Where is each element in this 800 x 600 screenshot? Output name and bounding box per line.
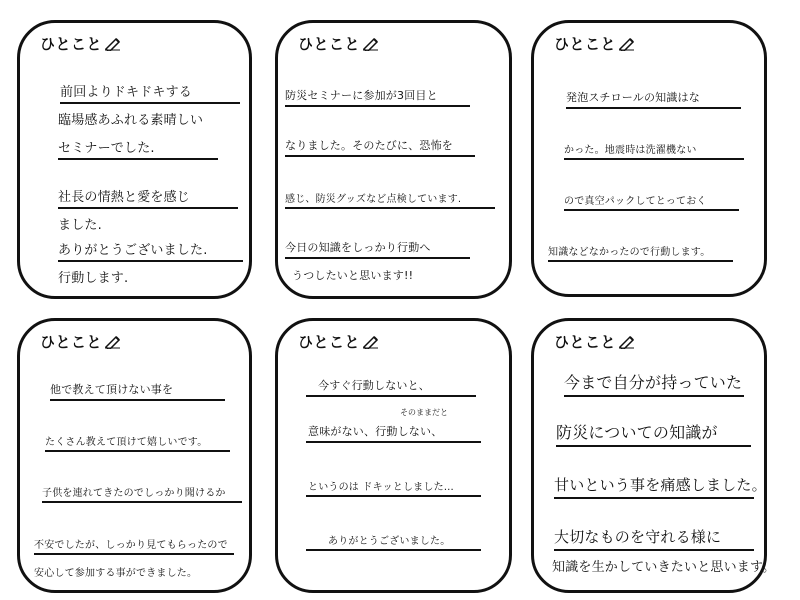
card-header-label: ひとこと — [298, 333, 361, 351]
comment-line: 知識などなかったので行動します。 — [548, 247, 711, 258]
comment-line: ました. — [58, 218, 102, 233]
comment-line: うつしたいと思います!! — [292, 269, 414, 282]
pencil-icon — [104, 37, 122, 51]
writing-line — [548, 260, 733, 262]
writing-line — [306, 549, 481, 551]
comment-card-3 — [531, 20, 767, 297]
comment-line: なりました。そのたびに、恐怖を — [285, 139, 453, 152]
comment-card-2 — [275, 20, 512, 299]
comment-line: 意味がない、行動しない、 — [308, 425, 443, 438]
pencil-icon — [362, 37, 380, 51]
card-header — [298, 331, 380, 352]
comment-line: 行動します. — [58, 271, 129, 286]
comment-line: ので真空パックしてとっておく — [564, 196, 707, 207]
writing-line — [285, 207, 495, 209]
comment-line: 今まで自分が持っていた — [564, 373, 743, 392]
comment-line: 安心して参加する事ができました。 — [34, 568, 198, 579]
card-header-label: ひとこと — [554, 333, 617, 351]
card-header-label: ひとこと — [298, 35, 361, 53]
card-header-label: ひとこと — [40, 333, 103, 351]
writing-line — [306, 495, 481, 497]
pencil-icon — [362, 335, 380, 349]
writing-line — [45, 450, 230, 452]
card-header — [40, 331, 122, 352]
handwritten-annotation: そのままだと — [400, 408, 448, 417]
writing-line — [554, 549, 754, 551]
comment-line: 子供を連れてきたのでしっかり聞けるか — [42, 488, 226, 499]
card-header — [554, 331, 636, 352]
comment-line: 社長の情熱と愛を感じ — [58, 190, 191, 205]
card-header — [298, 33, 380, 54]
comment-line: 前回よりドキドキする — [60, 85, 193, 100]
comment-line: 発泡スチロールの知識はな — [566, 91, 700, 104]
comment-card-4 — [17, 318, 252, 593]
comment-line: 今日の知識をしっかり行動へ — [285, 241, 431, 254]
writing-line — [60, 102, 240, 104]
comment-line: 大切なものを守れる様に — [554, 528, 722, 546]
writing-line — [306, 395, 476, 397]
writing-line — [285, 155, 475, 157]
writing-line — [58, 207, 238, 209]
comment-line: 不安でしたが、しっかり見てもらったので — [34, 540, 228, 551]
comment-line: 臨場感あふれる素晴しい — [58, 113, 204, 128]
writing-line — [564, 209, 739, 211]
comment-card-1 — [17, 20, 252, 299]
comment-line: 他で教えて頂けない事を — [50, 383, 174, 396]
writing-line — [285, 257, 470, 259]
writing-line — [50, 399, 225, 401]
writing-line — [285, 105, 470, 107]
pencil-icon — [618, 37, 636, 51]
writing-line — [564, 158, 744, 160]
writing-line — [34, 553, 234, 555]
writing-line — [306, 441, 481, 443]
comment-line: 甘いという事を痛感しました。 — [554, 476, 767, 494]
writing-line — [564, 395, 744, 397]
comment-line: 防災についての知識が — [556, 423, 718, 442]
comment-line: 今すぐ行動しないと、 — [318, 379, 430, 392]
pencil-icon — [104, 335, 122, 349]
comment-line: ありがとうございました. — [58, 243, 208, 258]
comment-line: 防災セミナーに参加が3回目と — [285, 89, 438, 102]
comment-card-6 — [531, 318, 776, 593]
card-header — [554, 33, 636, 54]
comment-line: 感じ、防災グッズなど点検しています. — [285, 194, 462, 205]
comment-line: たくさん教えて頂けて嬉しいです。 — [45, 437, 208, 448]
card-header — [40, 33, 122, 54]
writing-line — [58, 260, 243, 262]
comment-line: かった。地震時は洗濯機ない — [564, 145, 697, 156]
writing-line — [554, 497, 754, 499]
comment-card-5 — [275, 318, 512, 593]
comment-line: ありがとうございました。 — [328, 536, 451, 547]
comment-line: 知識を生かしていきたいと思います。 — [552, 560, 776, 575]
writing-line — [556, 445, 751, 447]
writing-line — [42, 501, 242, 503]
comment-line: というのは ドキッとしました… — [308, 482, 454, 493]
card-header-label: ひとこと — [554, 35, 617, 53]
writing-line — [58, 158, 218, 160]
pencil-icon — [618, 335, 636, 349]
card-header-label: ひとこと — [40, 35, 103, 53]
writing-line — [566, 107, 741, 109]
comment-line: セミナーでした. — [58, 141, 155, 156]
